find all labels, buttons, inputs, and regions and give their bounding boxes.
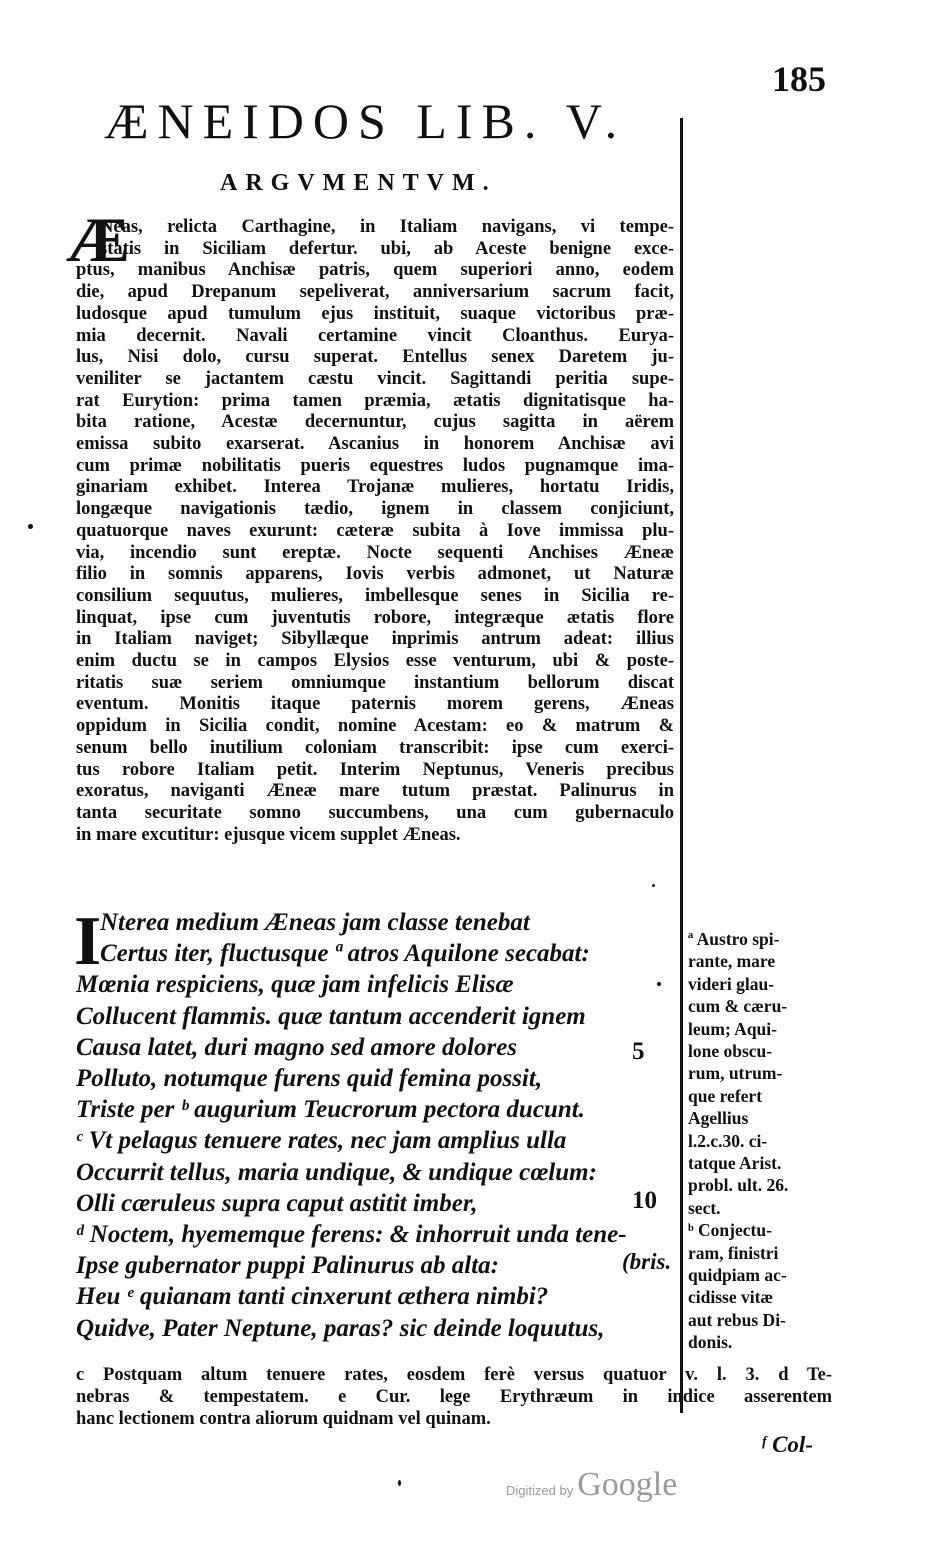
side-note-line: quidpiam ac-: [688, 1265, 787, 1285]
verse-line: Mœnia respiciens, quæ jam infelicis Elisæ: [76, 971, 514, 999]
side-note-line: probl. ult. 26.: [688, 1175, 789, 1196]
line-number-10: 10: [632, 1187, 657, 1214]
argument-line: linquat, ipse cum juventutis robore, integræque ætatis flore: [76, 607, 674, 628]
ink-speck: [28, 524, 33, 529]
argument-line: ginariam exhibet. Interea Trojanæ mulieres, hortatu Iridis,: [76, 477, 674, 498]
verse-line: Olli cæruleus supra caput astitit imber,: [76, 1189, 478, 1217]
catchword: ᶠ Col-: [762, 1432, 813, 1457]
side-note-line: aut rebus Di-: [688, 1309, 786, 1330]
ink-speck: [657, 982, 661, 986]
side-note-line: rum, utrum-: [688, 1063, 783, 1084]
argument-line: mia decernit. Navali certamine vincit Cloanthus. Eurya-: [76, 325, 674, 346]
side-note-line: cidisse vitæ: [688, 1287, 774, 1308]
argument-line: exoratus, naviganti Æneæ mare tutum præstat. Palinurus in: [76, 781, 674, 802]
watermark-logo-text: Google: [577, 1466, 678, 1503]
verse-line: Collucent flammis. quæ tantum accenderit ignem: [76, 1002, 586, 1030]
ink-speck: [398, 1480, 401, 1486]
page-number: 185: [772, 59, 826, 99]
side-note-line: cum & cæru-: [688, 996, 788, 1017]
verse-line: Polluto, notumque furens quid femina possit,: [76, 1065, 543, 1092]
verse-line: Triste per ᵇ augurium Teucrorum pectora ducunt.: [76, 1096, 585, 1124]
side-note-line: sect.: [688, 1197, 721, 1218]
side-note-line: Agellius: [688, 1108, 749, 1129]
side-note-line: tatque Arist.: [688, 1153, 782, 1173]
argument-line: quatuorque naves exurunt: cæteræ subita à Iove immissa plu-: [76, 520, 674, 541]
side-note-line: que refert: [688, 1085, 763, 1106]
side-note-line: ᵇ Conjectu-: [688, 1220, 772, 1241]
verse-line: Heu ᵉ quianam tanti cinxerunt æthera nimbi?: [76, 1283, 549, 1311]
argument-line: emissa subito exarserat. Ascanius in honorem Anchisæ avi: [76, 434, 674, 454]
poem-drop-initial: I: [74, 903, 102, 980]
side-note-line: ram, finistri: [688, 1242, 779, 1263]
argument-line: consilium sequutus, mulieres, imbellesque senes in Sicilia re-: [76, 585, 674, 606]
side-note-line: donis.: [688, 1332, 733, 1353]
argument-heading: ARGVMENTVM.: [220, 170, 497, 196]
verse-line: Ipse gubernator puppi Palinurus ab alta:: [76, 1252, 500, 1280]
verse-line: Occurrit tellus, maria undique, & undique cœlum:: [76, 1158, 597, 1186]
argument-line: via, incendio sunt ereptæ. Nocte sequenti Anchises Æneæ: [76, 542, 674, 563]
argument-line: filio in somnis apparens, Iovis verbis admonet, ut Naturæ: [76, 564, 674, 585]
verse-line: Causa latet, duri magno sed amore dolores: [76, 1033, 518, 1061]
argument-line: rat Eurytion: prima tamen præmia, ætatis dignitatisque ha-: [76, 390, 674, 411]
verse-line: ᶜ Vt pelagus tenuere rates, nec jam amplius ulla: [76, 1127, 567, 1155]
verse-line: Certus iter, fluctusque ª atros Aquilone secabat:: [100, 940, 590, 968]
side-note-line: ª Austro spi-: [688, 929, 780, 949]
side-note-line: videri glau-: [688, 973, 775, 994]
footnote-line: c Postquam altum tenuere rates, eosdem ferè versus quatuor v. l. 3. d Te-: [76, 1365, 832, 1385]
argument-line: in mare excutitur: ejusque vicem supplet Æneas.: [76, 824, 461, 845]
argument-line: die, apud Drepanum sepeliverat, anniversarium sacrum facit,: [76, 282, 674, 303]
argument-line: enim ductu se in campos Elysios esse venturum, ubi & poste-: [76, 651, 674, 671]
argument-line: lus, Nisi dolo, cursu superat. Entellus senex Daretem ju-: [76, 347, 674, 368]
footnote-line: nebras & tempestatem. e Cur. lege Erythræum in indice asserentem: [76, 1387, 832, 1407]
book-title: ÆNEIDOS LIB. V.: [104, 93, 627, 149]
digitized-by-google-watermark: [506, 1466, 677, 1504]
verse-line: ᵈ Noctem, hyememque ferens: & inhorruit unda tene-: [76, 1221, 627, 1248]
line-number-5: 5: [632, 1038, 645, 1065]
footnote-line: hanc lectionem contra aliorum quidnam vel quinam.: [76, 1409, 491, 1429]
watermark-small-text: Digitized by: [506, 1483, 574, 1498]
column-divider-rule: [680, 118, 683, 1413]
argument-line: statis in Siciliam defertur. ubi, ab Aceste benigne exce-: [100, 238, 674, 259]
argument-line: senum bello inutilium coloniam transcribit: ipse cum exerci-: [76, 737, 674, 758]
verse-line: Quidve, Pater Neptune, paras? sic deinde loquutus,: [76, 1314, 605, 1342]
argument-line: tanta securitate somno succumbens, una cum gubernaculo: [76, 802, 674, 823]
ink-speck: [652, 884, 655, 887]
argument-line: Neas, relicta Carthagine, in Italiam navigans, vi tempe-: [100, 217, 674, 237]
argument-line: veniliter se jactantem cæstu vincit. Sagittandi peritia supe-: [76, 368, 674, 389]
side-note-line: leum; Aqui-: [688, 1018, 777, 1039]
argument-line: longæque navigationis tædio, ignem in classem conjiciunt,: [76, 499, 674, 520]
argument-line: eventum. Monitis itaque paternis morem gerens, Æneas: [76, 694, 674, 715]
verse-overflow-word: (bris.: [622, 1249, 672, 1274]
argument-line: bita ratione, Acestæ decernuntur, cujus sagitta in aërem: [76, 412, 674, 433]
argument-line: in Italiam naviget; Sibyllæque inprimis antrum adeat: illius: [76, 629, 674, 650]
verse-line: Nterea medium Æneas jam classe tenebat: [100, 909, 530, 936]
argument-line: ritatis suæ seriem omniumque instantium bellorum discat: [76, 672, 674, 693]
side-note-line: rante, mare: [688, 951, 776, 972]
argument-line: ludosque apud tumulum ejus instituit, suaque victoribus præ-: [76, 303, 674, 324]
argument-line: oppidum in Sicilia condit, nomine Acestam: eo & matrum &: [76, 716, 674, 737]
argument-line: tus robore Italiam petit. Interim Neptunus, Veneris precibus: [76, 759, 674, 780]
side-note-line: lone obscu-: [688, 1041, 773, 1061]
argument-line: cum primæ nobilitatis pueris equestres ludos pugnamque ima-: [76, 455, 674, 476]
argument-drop-initial: Æ: [66, 204, 130, 275]
argument-line: ptus, manibus Anchisæ patris, quem superiori anno, eodem: [76, 260, 674, 281]
side-note-line: l.2.c.30. ci-: [688, 1130, 768, 1151]
